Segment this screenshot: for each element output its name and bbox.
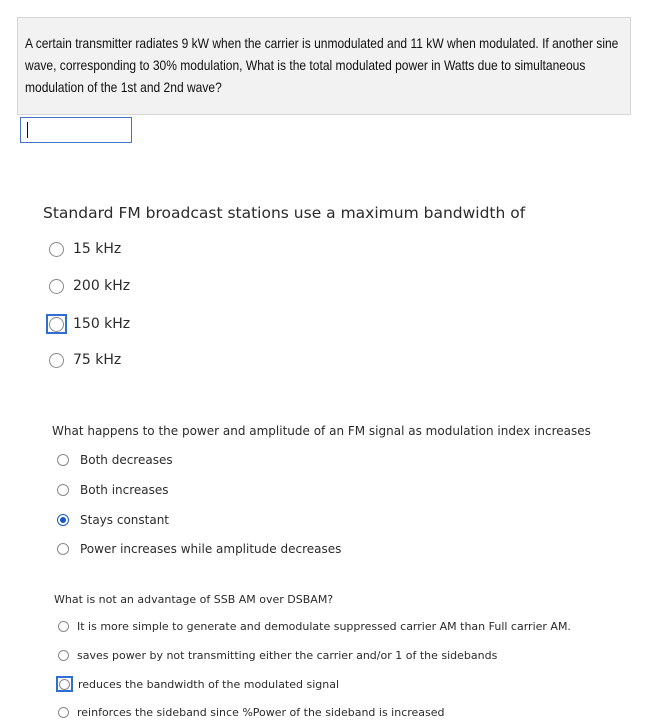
q3-option-4[interactable] xyxy=(57,542,341,556)
radio-button[interactable] xyxy=(58,621,69,632)
question-1-box xyxy=(17,17,631,115)
option-label: Both increases xyxy=(80,483,169,497)
option-label: reinforces the sideband since %Power of the sideband is increased xyxy=(77,706,445,719)
q4-option-3[interactable] xyxy=(56,676,339,692)
q2-option-2[interactable] xyxy=(49,278,130,294)
radio-button[interactable] xyxy=(57,543,69,555)
q4-option-2[interactable] xyxy=(58,649,497,662)
focus-ring xyxy=(56,676,73,692)
option-label: It is more simple to generate and demodulate suppressed carrier AM than Full carrier AM. xyxy=(77,620,571,633)
option-label: saves power by not transmitting either the carrier and/or 1 of the sidebands xyxy=(77,649,498,662)
radio-button[interactable] xyxy=(57,484,69,496)
option-label: Power increases while amplitude decreases xyxy=(80,542,342,556)
radio-button[interactable] xyxy=(58,707,69,718)
option-label: 200 kHz xyxy=(73,278,131,294)
radio-button[interactable] xyxy=(49,279,64,294)
option-label: reduces the bandwidth of the modulated signal xyxy=(78,677,340,691)
option-label: Both decreases xyxy=(80,453,173,467)
radio-button[interactable] xyxy=(57,454,69,466)
radio-button[interactable] xyxy=(49,317,64,332)
text-caret xyxy=(27,122,28,138)
option-label: Stays constant xyxy=(80,513,170,527)
radio-button[interactable] xyxy=(59,679,70,690)
question-2-title: Standard FM broadcast stations use a maximum bandwidth of xyxy=(43,204,526,222)
question-4-title: What is not an advantage of SSB AM over DSBAM? xyxy=(54,593,334,606)
q4-option-4[interactable] xyxy=(58,706,445,719)
focus-ring xyxy=(46,314,67,334)
radio-button-selected[interactable] xyxy=(57,514,69,526)
q3-option-3[interactable] xyxy=(57,513,169,527)
q2-option-1[interactable] xyxy=(49,241,121,257)
q3-option-2[interactable] xyxy=(57,483,169,497)
radio-button[interactable] xyxy=(49,353,64,368)
option-label: 150 kHz xyxy=(73,316,131,332)
answer-input[interactable] xyxy=(20,117,132,143)
question-1-text: A certain transmitter radiates 9 kW when the carrier is unmodulated and 11 kW when modulated. If another sine wave, corresponding to 30% modulation, What is the total modulated power in Watts due to simultaneous modulation of the 1st and 2nd wave? xyxy=(25,35,619,95)
radio-button[interactable] xyxy=(49,242,64,257)
question-3-title: What happens to the power and amplitude of an FM signal as modulation index increases xyxy=(52,424,591,438)
q2-option-4[interactable] xyxy=(49,352,121,368)
q2-option-3[interactable] xyxy=(46,314,130,334)
option-label: 15 kHz xyxy=(73,241,122,257)
q3-option-1[interactable] xyxy=(57,453,173,467)
q4-option-1[interactable] xyxy=(58,620,571,633)
option-label: 75 kHz xyxy=(73,352,122,368)
radio-button[interactable] xyxy=(58,650,69,661)
